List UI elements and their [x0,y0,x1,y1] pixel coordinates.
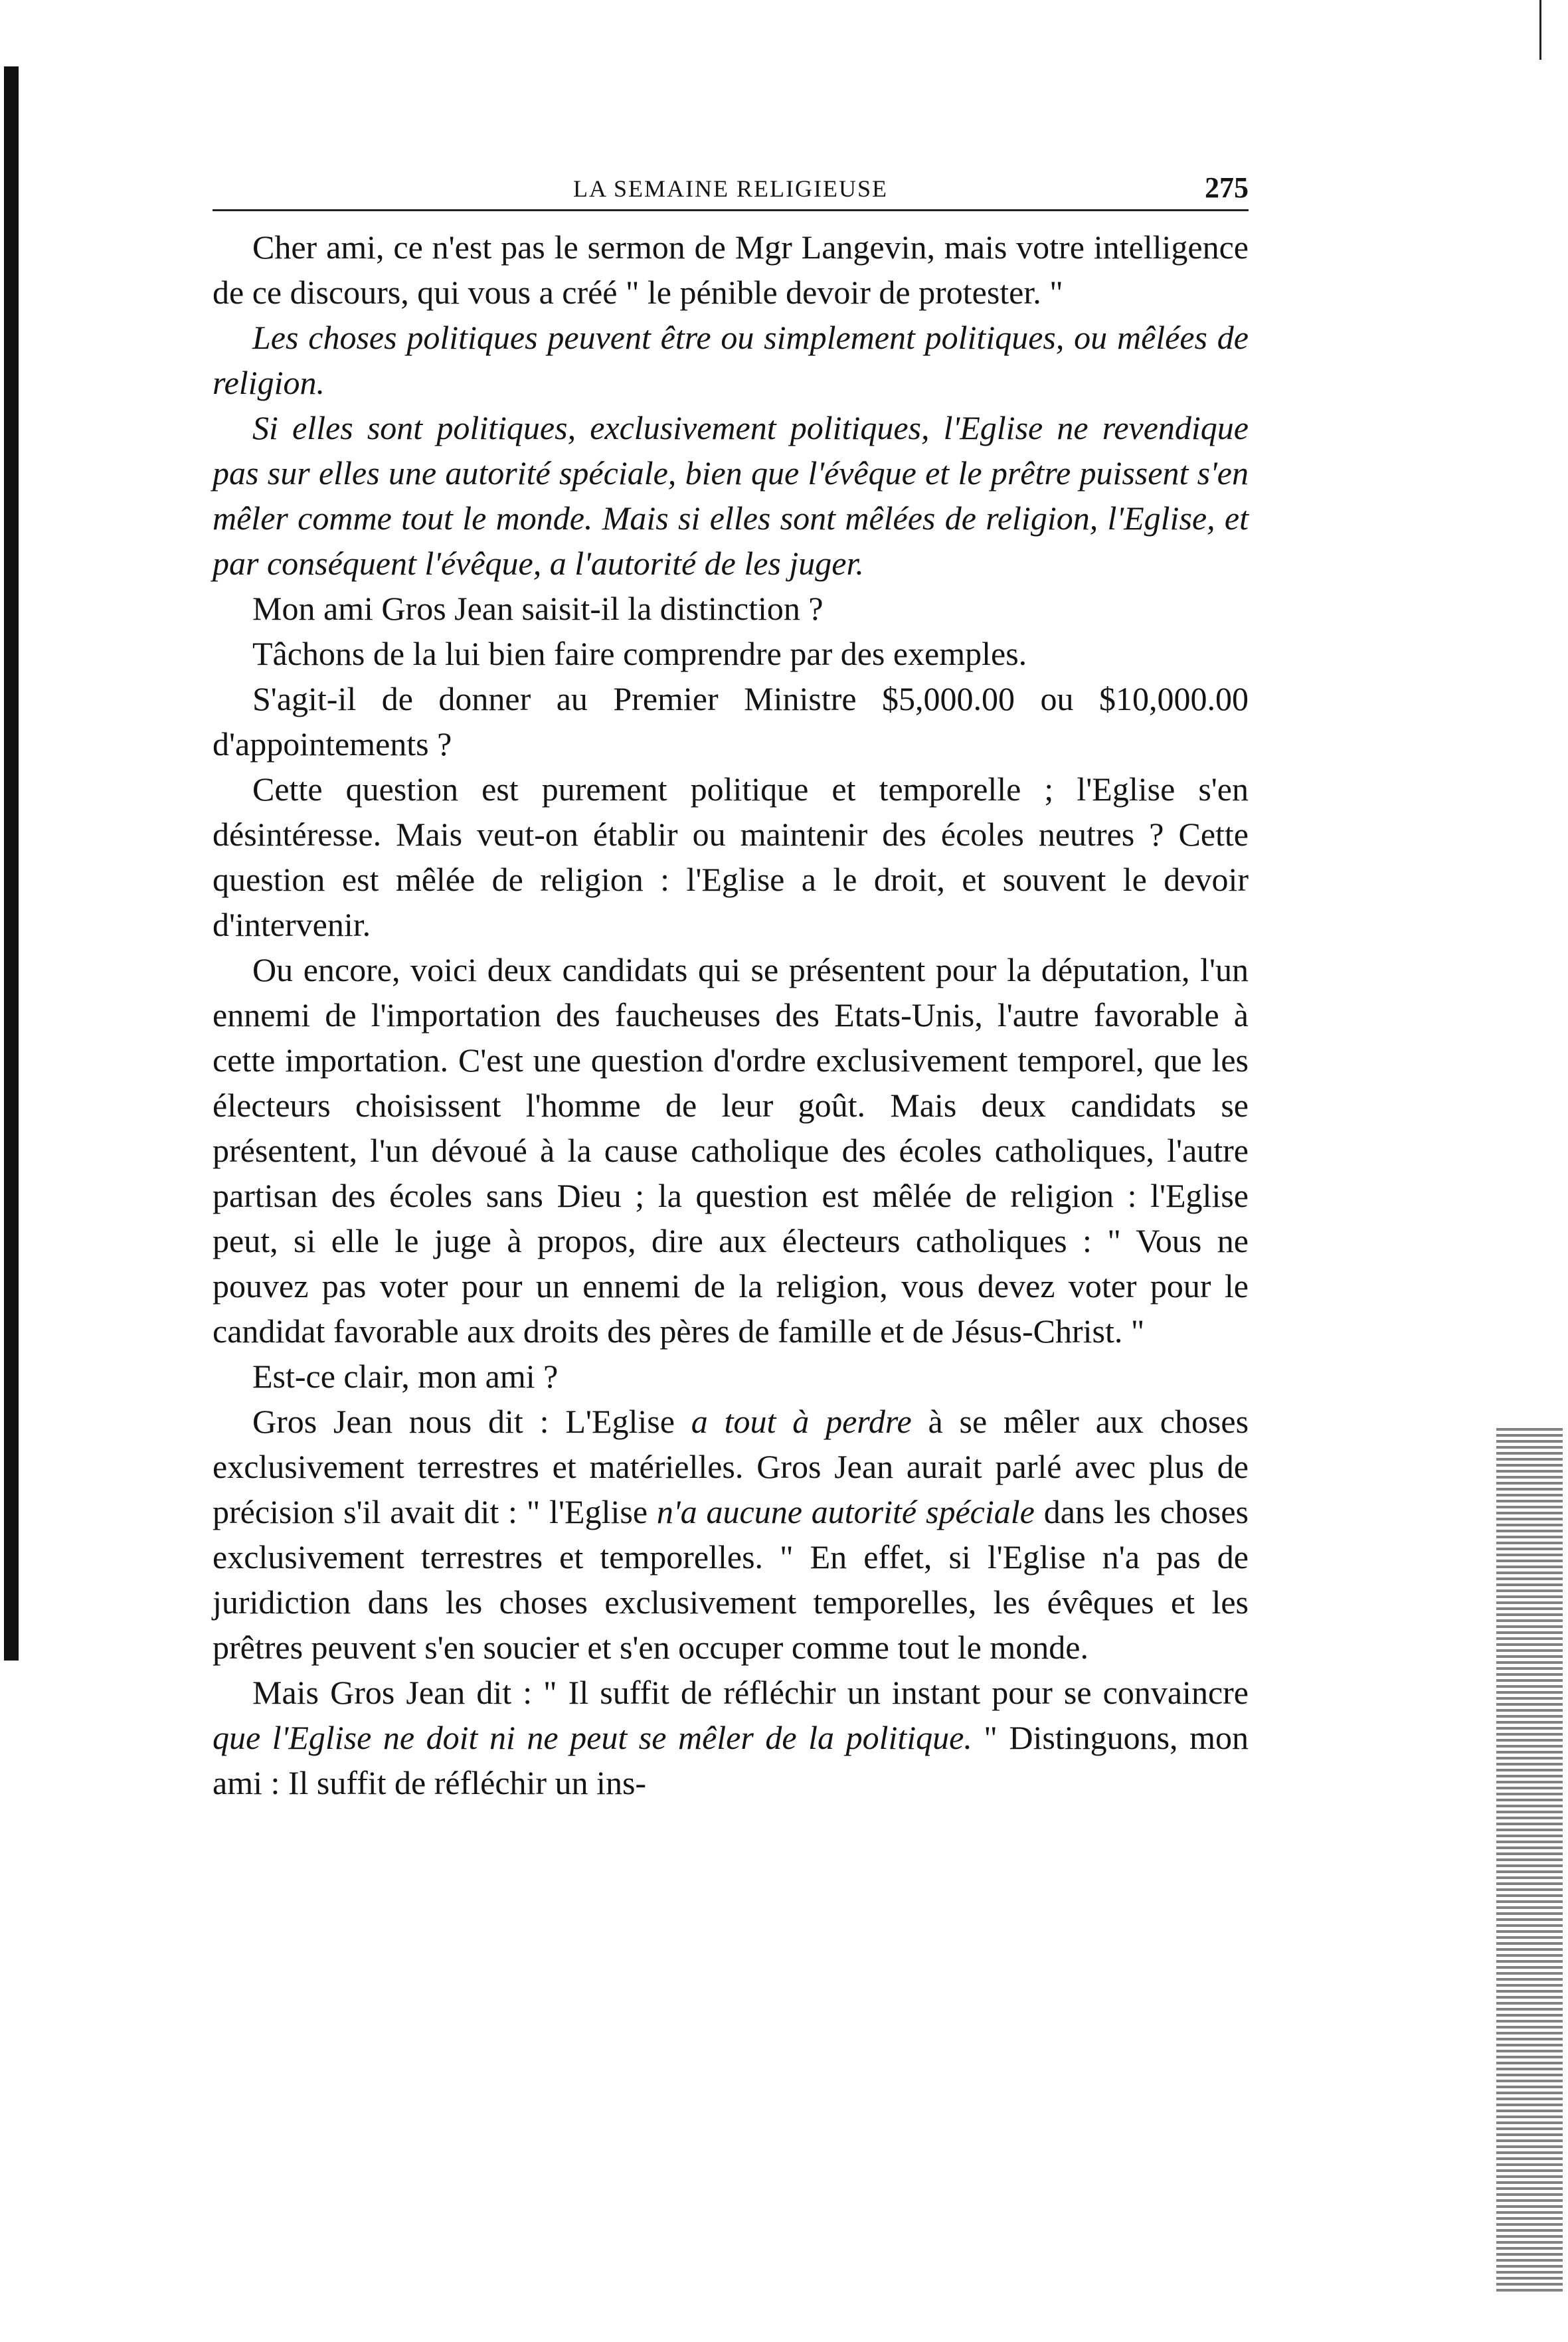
italic-run: Si elles sont politiques, exclusivement politiques, l'Eglise ne revendique pas sur elles une autorité spéciale, bien que l'évêque et le prêtre puissent s'en mêler comme tout le monde. Mais si elles sont mêlées de religion, l'Eglise, et par conséquent l'évêque, a l'autorité de les juger. [213,409,1249,582]
italic-run: Les choses politiques peuvent être ou simplement politiques, ou mêlées de religion. [213,319,1249,401]
paragraph [213,1670,1249,1805]
paragraph [213,586,1249,631]
paragraph [213,315,1249,405]
paragraph [213,631,1249,676]
paragraph [213,947,1249,1354]
text-run: Tâchons de la lui bien faire comprendre par des exemples. [252,635,1027,672]
italic-run: a tout à perdre [691,1403,912,1440]
paragraph [213,676,1249,766]
text-run: " Distinguons, mon ami : Il suffit de réfléchir un ins- [213,1719,1249,1801]
text-run: dans les choses exclusivement terrestres et temporelles. " En effet, si l'Eglise n'a pas de juridiction dans les choses exclusivement temporelles, les évêques et les prêtres peuvent s'en soucier et s'en occuper comme tout le monde. [213,1493,1249,1666]
paragraph [213,766,1249,947]
text-run: Mais Gros Jean dit : " Il suffit de réfléchir un instant pour se convaincre [252,1674,1249,1711]
italic-run: que l'Eglise ne doit ni ne peut se mêler de la politique. [213,1719,972,1756]
text-run: Cette question est purement politique et temporelle ; l'Eglise s'en désintéresse. Mais veut-on établir ou maintenir des écoles neutres ? Cette question est mêlée de religion : l'Eglise a le droit, et souvent le devoir d'intervenir. [213,770,1249,943]
paragraph [213,1399,1249,1670]
text-run: S'agit-il de donner au Premier Ministre $5,000.00 ou $10,000.00 d'appointements ? [213,680,1249,763]
paragraph [213,225,1249,315]
running-head [213,169,1249,211]
running-title: LA SEMAINE RELIGIEUSE [573,175,888,202]
text-run: Gros Jean nous dit : L'Eglise [252,1403,691,1440]
paragraph [213,405,1249,586]
italic-run: n'a aucune autorité spéciale [656,1493,1035,1530]
text-run: Mon ami Gros Jean saisit-il la distinction ? [252,590,824,627]
scan-edge-right [1496,1428,1563,2292]
text-run: Ou encore, voici deux candidats qui se présentent pour la députation, l'un ennemi de l'importation des faucheuses des Etats-Unis, l'autre favorable à cette importation. C'est une question d'ordre exclusivement temporel, que les électeurs choisissent l'homme de leur goût. Mais deux candidats se présentent, l'un dévoué à la cause catholique des écoles catholiques, l'autre partisan des écoles sans Dieu ; la question est mêlée de religion : l'Eglise peut, si elle le juge à propos, dire aux électeurs catholiques : " Vous ne pouvez pas voter pour un ennemi de la religion, vous devez voter pour le candidat favorable aux droits des pères de famille et de Jésus-Christ. " [213,951,1249,1350]
scan-edge-left [4,66,19,1661]
body-text [213,225,1249,1805]
page-number: 275 [1205,171,1249,204]
text-run: Est-ce clair, mon ami ? [252,1358,559,1395]
paragraph [213,1354,1249,1399]
scan-mark [1539,0,1541,60]
text-run: à se mêler aux choses exclusivement terrestres et matérielles. Gros Jean aurait parlé avec plus de précision s'il avait dit : " l'Eglise [213,1403,1249,1530]
text-run: Cher ami, ce n'est pas le sermon de Mgr Langevin, mais votre intelligence de ce discours, qui vous a créé " le pénible devoir de protester. " [213,228,1249,311]
page [213,169,1249,1805]
